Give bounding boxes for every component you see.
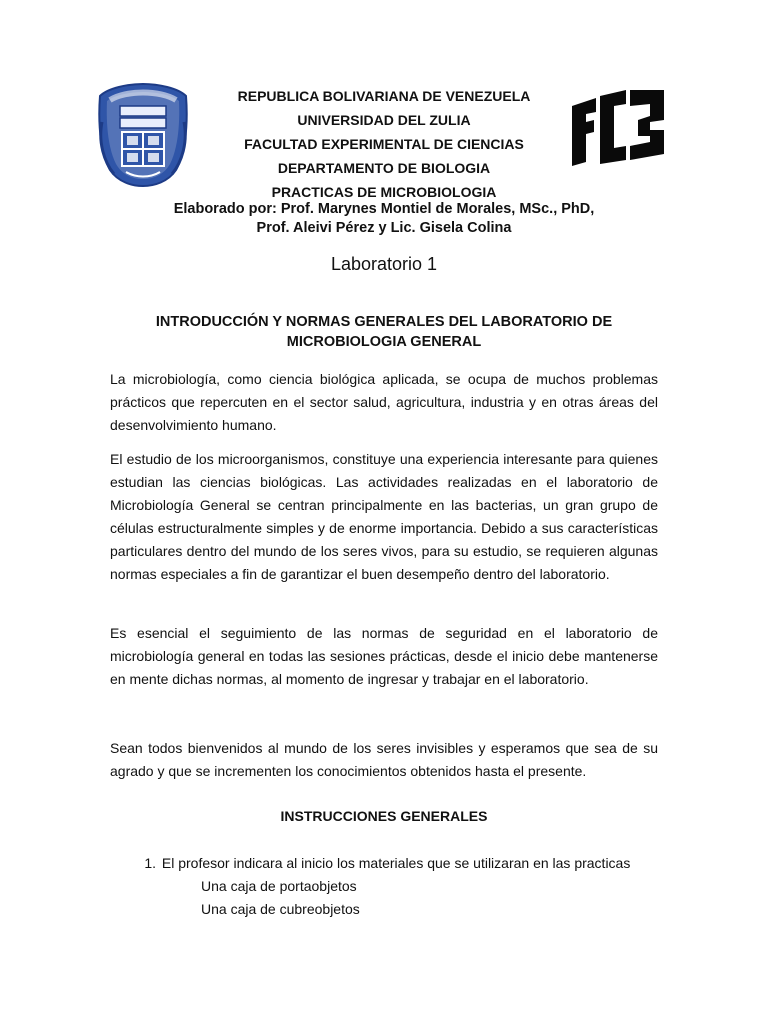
header-line-department: DEPARTAMENTO DE BIOLOGIA <box>277 160 491 176</box>
list-item-text: El profesor indicara al inicio los materiales que se utilizaran en las practicas <box>161 855 631 871</box>
section-title-line-2: MICROBIOLOGIA GENERAL <box>286 334 482 350</box>
header-line-republic: REPUBLICA BOLIVARIANA DE VENEZUELA <box>237 88 531 104</box>
paragraph-study: El estudio de los microorganismos, constituye una experiencia interesante para quienes estudian las ciencias biológicas. Las actividades realizadas en el laboratorio de Microbiología General se centran principalmente en las bacterias, un gran grupo de células estructuralmente simples y de enorme importancia. Debido a sus características particulares dentro del mundo de los seres vivos, para su estudio, se requieren algunas normas especiales a fin de garantizar el buen desempeño dentro del laboratorio. <box>110 451 658 582</box>
header-line-course: PRACTICAS DE MICROBIOLOGIA <box>271 184 497 200</box>
list-subitem: Una caja de cubreobjetos <box>201 901 360 917</box>
list-item-number: 1. <box>144 855 156 871</box>
paragraph-welcome: Sean todos bienvenidos al mundo de los seres invisibles y esperamos que sea de su agrado y que se incrementen los conocimientos obtenidos hasta el presente. <box>110 740 658 779</box>
instructions-title: INSTRUCCIONES GENERALES <box>280 808 488 824</box>
paragraph-safety: Es esencial el seguimiento de las normas de seguridad en el laboratorio de microbiología general en todas las sesiones prácticas, desde el inicio debe mantenerse en mente dichas normas, al momento de ingresar y trabajar en el laboratorio. <box>110 625 658 687</box>
authors-block <box>120 200 648 238</box>
list-subitem: Una caja de portaobjetos <box>201 878 357 894</box>
authors-line-1: Elaborado por: Prof. Marynes Montiel de Morales, MSc., PhD, <box>173 201 595 217</box>
instructions-list <box>110 852 670 921</box>
list-item <box>110 852 670 875</box>
header-line-university: UNIVERSIDAD DEL ZULIA <box>297 112 471 128</box>
section-title <box>110 312 658 352</box>
header-line-faculty: FACULTAD EXPERIMENTAL DE CIENCIAS <box>244 136 524 152</box>
section-title-line-1: INTRODUCCIÓN Y NORMAS GENERALES DEL LABORATORIO DE <box>155 314 613 330</box>
institution-header <box>150 84 618 204</box>
authors-line-2: Prof. Aleivi Pérez y Lic. Gisela Colina <box>256 220 512 236</box>
lab-title: Laboratorio 1 <box>330 254 438 274</box>
paragraph-intro: La microbiología, como ciencia biológica aplicada, se ocupa de muchos problemas prácticos que repercuten en el sector salud, agricultura, industria y en otras áreas del desenvolvimiento humano. <box>110 371 658 433</box>
